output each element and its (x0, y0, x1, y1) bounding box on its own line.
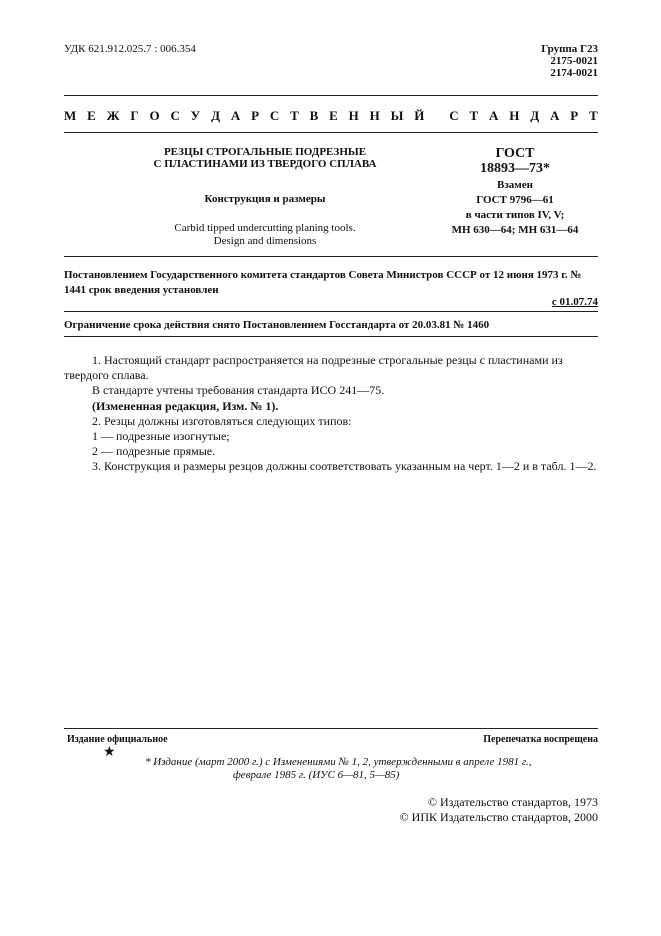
edition-line: феврале 1985 г. (ИУС 6—81, 5—85) (233, 769, 400, 781)
group-line: 2175-0021 (550, 55, 598, 67)
banner-letter: А (489, 108, 499, 123)
banner-letter: Д (211, 108, 221, 123)
title-line: РЕЗЦЫ СТРОГАЛЬНЫЕ ПОДРЕЗНЫЕ (163, 146, 367, 158)
gost-number: 18893—73* (480, 161, 550, 176)
official-edition: Издание официальное (67, 734, 168, 745)
banner-letter: А (550, 108, 560, 123)
subtitle: Конструкция и размеры (204, 193, 326, 205)
english-title-line: Design and dimensions (213, 235, 317, 247)
decree-text: Постановлением Государственного комитета стандартов Совета Министров СССР от 12 июня 1973 г. № 1441 срок введения установлен (64, 269, 582, 296)
paragraph: 1. Настоящий стандарт распространяется на подрезные строгальные резцы с пластинами из твердого сплава. (64, 353, 563, 383)
paragraph: 1 — подрезные изогнутые; (92, 429, 230, 444)
english-title-line: Carbid tipped undercutting planing tools. (174, 222, 356, 234)
banner-letter: В (309, 108, 319, 123)
banner-letter: Н (369, 108, 380, 123)
banner-letter: Т (290, 108, 299, 123)
gost-label: ГОСТ (495, 146, 535, 161)
decree-rule (64, 311, 598, 312)
title-block (120, 146, 410, 248)
banner-letter: Г (130, 108, 139, 123)
banner-letter: Т (469, 108, 479, 123)
edition-line: * Издание (март 2000 г.) с Изменениями № 1, 2, утвержденными в апреле 1981 г., (145, 756, 532, 768)
top-rule (64, 95, 598, 96)
replaced-standard: МН 630—64; МН 631—64 (451, 224, 579, 236)
banner-letter: Р (570, 108, 579, 123)
banner-letter: С (170, 108, 180, 123)
edition-note (145, 756, 565, 782)
banner-letter: У (190, 108, 201, 123)
banner-letter: Н (509, 108, 520, 123)
banner-letter: Ж (106, 108, 120, 123)
banner-letter: А (230, 108, 241, 123)
banner-letter: С (449, 108, 459, 123)
banner-letter: Ы (390, 108, 404, 123)
banner-letter: Р (251, 108, 260, 123)
banner-letter: Н (348, 108, 359, 123)
banner-rule (64, 132, 598, 133)
group-codes (541, 43, 598, 79)
replaces-label: Взамен (497, 179, 533, 191)
group-line: 2174-0021 (550, 67, 598, 79)
section-rule (64, 256, 598, 257)
title-line: С ПЛАСТИНАМИ ИЗ ТВЕРДОГО СПЛАВА (153, 158, 377, 170)
banner-letter (435, 108, 438, 124)
paragraph: (Измененная редакция, Изм. № 1). (92, 398, 279, 413)
banner-letter: Е (329, 108, 338, 123)
banner-letter: Е (87, 108, 96, 123)
paragraph: 3. Конструкция и размеры резцов должны соответствовать указанным на черт. 1—2 и в табл. 1—2. (92, 459, 597, 474)
paragraph: 2. Резцы должны изготовляться следующих типов: (92, 413, 352, 428)
interstate-standard-banner (64, 108, 598, 124)
banner-letter: Т (589, 108, 598, 123)
limit-note: Ограничение срока действия снято Постановлением Госстандарта от 20.03.81 № 1460 (64, 319, 490, 331)
body-text (64, 353, 598, 475)
group-line: Группа Г23 (541, 43, 598, 55)
gost-block (440, 146, 590, 238)
limit-rule (64, 336, 598, 337)
paragraph: В стандарте учтены требования стандарта ИСО 241—75. (92, 383, 385, 398)
udk-code: УДК 621.912.025.7 : 006.354 (64, 43, 196, 55)
banner-letter: О (149, 108, 160, 123)
english-title (120, 222, 410, 248)
star-icon: ★ (103, 745, 116, 760)
copyright-line: © Издательство стандартов, 1973 (427, 795, 598, 809)
banner-letter: С (269, 108, 280, 123)
copyright (400, 795, 598, 825)
reprint-prohibited: Перепечатка воспрещена (483, 734, 598, 745)
banner-letter: М (64, 108, 77, 123)
banner-letter: Д (530, 108, 540, 123)
paragraph: 2 — подрезные прямые. (92, 444, 216, 459)
replaced-standard: ГОСТ 9796—61 (476, 194, 554, 206)
effective-date: с 01.07.74 (551, 296, 598, 308)
copyright-line: © ИПК Издательство стандартов, 2000 (399, 810, 598, 824)
footer-rule (64, 728, 598, 729)
banner-letter: Й (414, 108, 425, 123)
replaced-standard: в части типов IV, V; (465, 209, 565, 221)
